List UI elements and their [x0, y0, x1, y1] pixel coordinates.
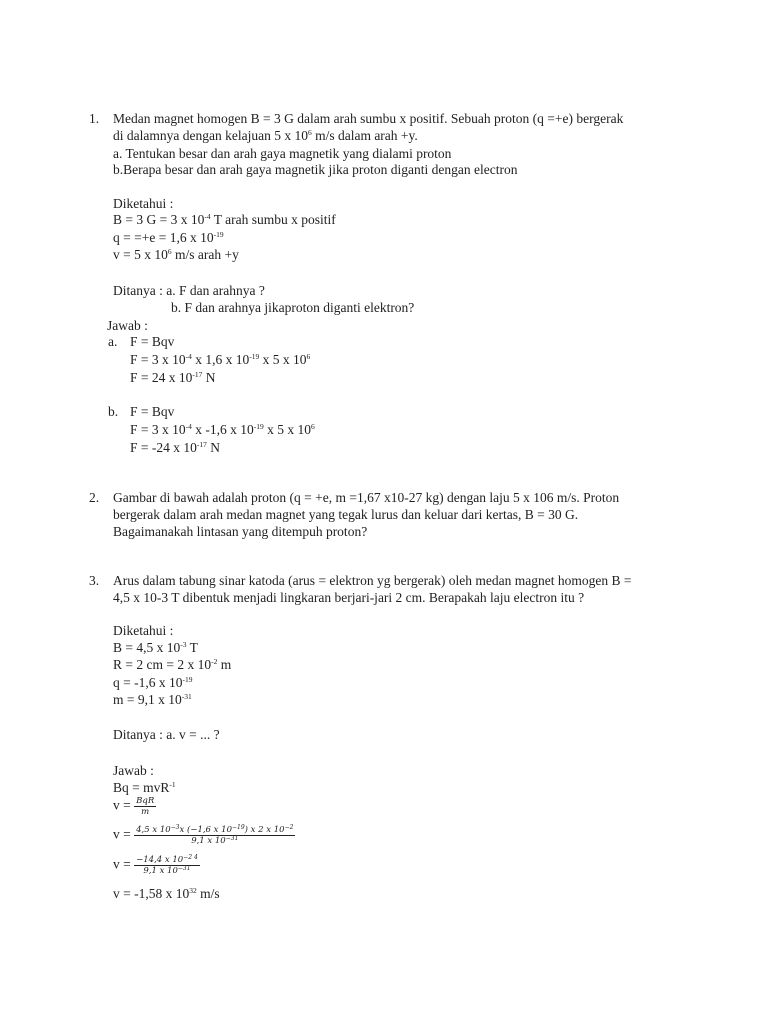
q1-text-line1: Medan magnet homogen B = 3 G dalam arah sumbu x positif. Sebuah proton (q =+e) bergerak: [113, 111, 624, 126]
q3-known-q: q = -1,6 x $10^{-19}$: [113, 675, 193, 690]
q3-equation-3: v = $\frac{4,5 x 10^{-3}x (-1,6 x 10^{-19}) x 2 x 10^{-2}}{9,1 x 10^{-31}}$: [113, 824, 294, 846]
q1-known-title: Diketahui :: [113, 196, 174, 211]
q1-answer-b-label: b.: [108, 404, 119, 419]
q1-known-q: q = =+e = 1,6 x $10^{-19}$: [113, 230, 224, 245]
q3-known-R: R = 2 cm = 2 x $10^{-2}$ m: [113, 657, 232, 672]
q3-asked: Ditanya : a. v = ... ?: [113, 727, 220, 742]
q1-known-v: v = 5 x $10^6$ m/s arah +y: [113, 247, 239, 262]
q1-part-a: a. Tentukan besar dan arah gaya magnetik yang dialami proton: [113, 146, 452, 161]
q3-result: v = -1,58 x $10^{32}$ m/s: [113, 886, 220, 901]
q3-known-m: m = 9,1 x $10^{-31}$: [113, 692, 192, 707]
q1-asked-b: b. F dan arahnya jikaproton diganti elektron?: [171, 300, 415, 315]
q1-answer-b-line3: F = -24 x $10^{-17}$ N: [130, 440, 220, 455]
q1-answer-a-label: a.: [108, 334, 118, 349]
q1-asked-a: Ditanya : a. F dan arahnya ?: [113, 283, 265, 298]
q3-equation-2: v = $\frac{\text{BqR}}{m}$: [113, 796, 155, 817]
q2-text-line1: Gambar di bawah adalah proton (q = +e, m =1,67 x10-27 kg) dengan laju 5 x 106 m/s. Proton: [113, 490, 620, 505]
q3-known-B: B = 4,5 x $10^{-3}$ T: [113, 640, 198, 655]
q3-equation-1: Bq = mvR$^{-1}$: [113, 780, 176, 795]
q2-text-line2: bergerak dalam arah medan magnet yang tegak lurus dan keluar dari kertas, B = 30 G.: [113, 507, 579, 522]
q3-text-line1: Arus dalam tabung sinar katoda (arus = elektron yg bergerak) oleh medan magnet homogen B =: [113, 573, 632, 588]
fraction-bqr-over-m: $\frac{\text{BqR}}{m}$: [136, 796, 155, 817]
q3-text-line2: 4,5 x 10-3 T dibentuk menjadi lingkaran berjari-jari 2 cm. Berapakah laju electron itu ?: [113, 590, 585, 605]
q3-known-title: Diketahui :: [113, 623, 174, 638]
fraction-substitution: $\frac{4,5 x 10^{-3}x (-1,6 x 10^{-19}) x 2 x 10^{-2}}{9,1 x 10^{-31}}$: [136, 824, 294, 846]
fraction-simplified: $\frac{-14,4 x 10^{-2 4}}{9,1 x 10^{-31}}$: [136, 854, 198, 876]
q2-text-line3: Bagaimanakah lintasan yang ditempuh proton?: [113, 524, 368, 539]
q1-number: 1.: [89, 111, 100, 126]
q1-answer-a-line3: F = 24 x $10^{-17}$ N: [130, 370, 216, 385]
q1-answer-b-line2: F = 3 x $10^{-4}$ x -1,6 x $10^{-19}$ x 5 x $10^6$: [130, 422, 315, 437]
q1-answer-b-line1: F = Bqv: [130, 404, 175, 419]
q3-number: 3.: [89, 573, 100, 588]
q3-answer-title: Jawab :: [113, 763, 154, 778]
q3-equation-4: v = $\frac{-14,4 x 10^{-2 4}}{9,1 x 10^{-31}}$: [113, 854, 198, 876]
q1-answer-title: Jawab :: [107, 318, 148, 333]
q1-answer-a-line1: F = Bqv: [130, 334, 175, 349]
q1-known-B: B = 3 G = 3 x $10^{-4}$ T arah sumbu x positif: [113, 212, 336, 227]
q2-number: 2.: [89, 490, 100, 505]
q1-text-line2: di dalamnya dengan kelajuan 5 x $10^6$ m/s dalam arah +y.: [113, 128, 418, 143]
q1-part-b: b.Berapa besar dan arah gaya magnetik jika proton diganti dengan electron: [113, 162, 518, 177]
q1-answer-a-line2: F = 3 x $10^{-4}$ x 1,6 x $10^{-19}$ x 5 x $10^6$: [130, 352, 311, 367]
